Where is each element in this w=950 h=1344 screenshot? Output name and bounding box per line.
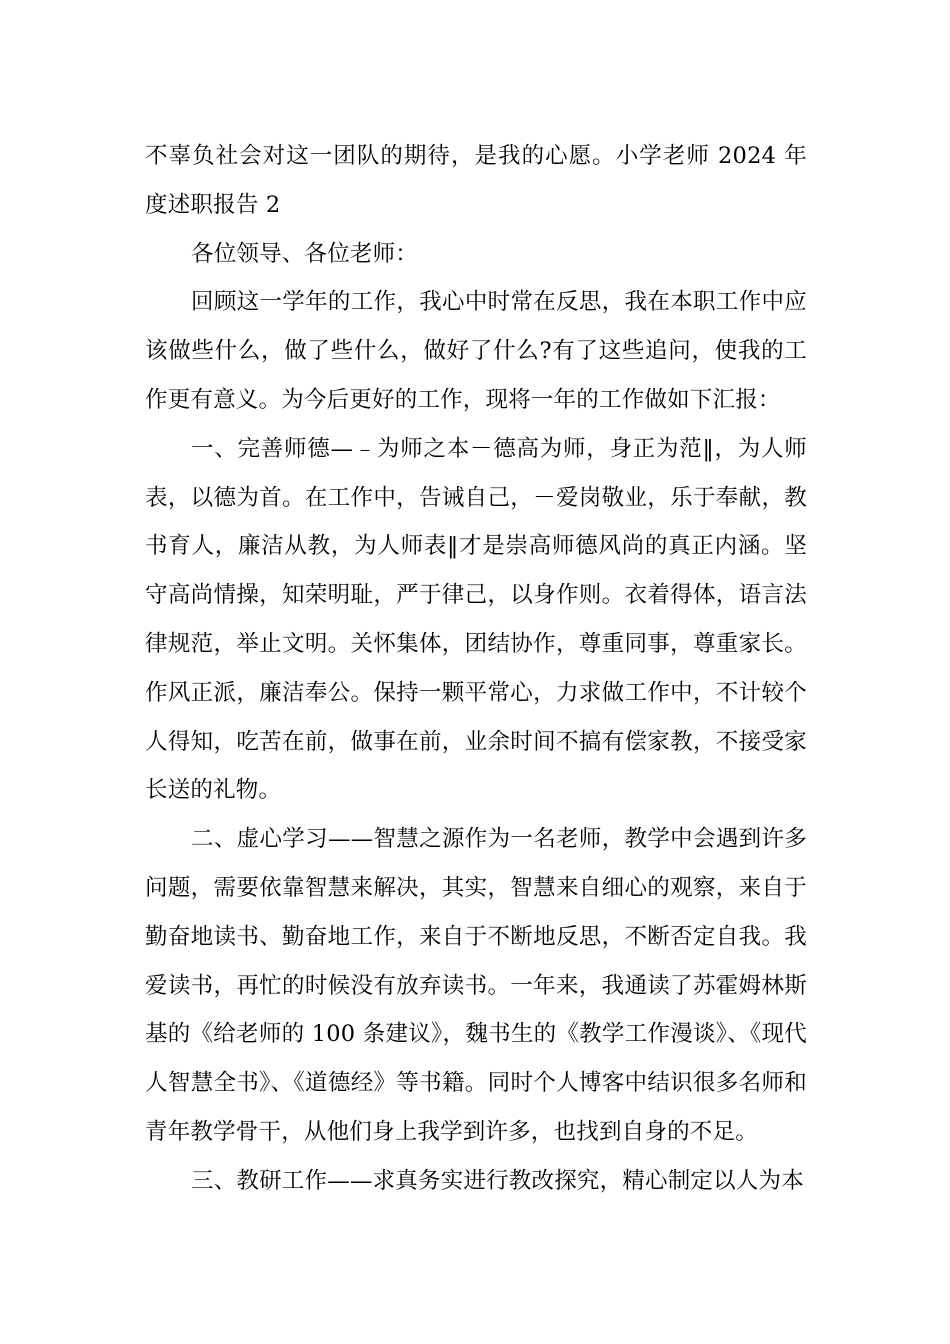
paragraph-section-1: 一、完善师德—﹣为师之本－德高为师，身正为范‖，为人师表，以德为首。在工作中，告诫自己，－爱岗敬业，乐于奉献，教书育人，廉洁从教，为人师表‖才是崇高师德风尚的真正内涵。坚守高尚情操，知荣明耻，严于律己，以身作则。衣着得体，语言法律规范，举止文明。关怀集体，团结协作，尊重同事，尊重家长。作风正派，廉洁奉公。保持一颗平常心，力求做工作中，不计较个人得知，吃苦在前，做事在前，业余时间不搞有偿家教，不接受家长送的礼物。 bbox=[145, 435, 807, 804]
document-body bbox=[145, 132, 807, 1206]
paragraph-continuation: 不辜负社会对这一团队的期待，是我的心愿。小学老师 2024 年度述职报告 2 bbox=[145, 143, 807, 218]
paragraph-intro: 回顾这一学年的工作，我心中时常在反思，我在本职工作中应该做些什么，做了些什么，做好了什么?有了这些追问，使我的工作更有意义。为今后更好的工作，现将一年的工作做如下汇报： bbox=[145, 289, 807, 413]
paragraph-section-2: 二、虚心学习——智慧之源作为一名老师，教学中会遇到许多问题，需要依靠智慧来解决，其实，智慧来自细心的观察，来自于勤奋地读书、勤奋地工作，来自于不断地反思，不断否定自我。我爱读书，再忙的时候没有放弃读书。一年来，我通读了苏霍姆林斯基的《给老师的 100 条建议》，魏书生的《教学工作漫谈》、《现代人智慧全书》、《道德经》等书籍。同时个人博客中结识很多名师和青年教学骨干，从他们身上我学到许多，也找到自身的不足。 bbox=[145, 826, 807, 1145]
paragraph-section-3: 三、教研工作——求真务实进行教改探究，精心制定以人为本 bbox=[191, 1167, 804, 1194]
paragraph-salutation: 各位领导、各位老师： bbox=[191, 240, 419, 267]
